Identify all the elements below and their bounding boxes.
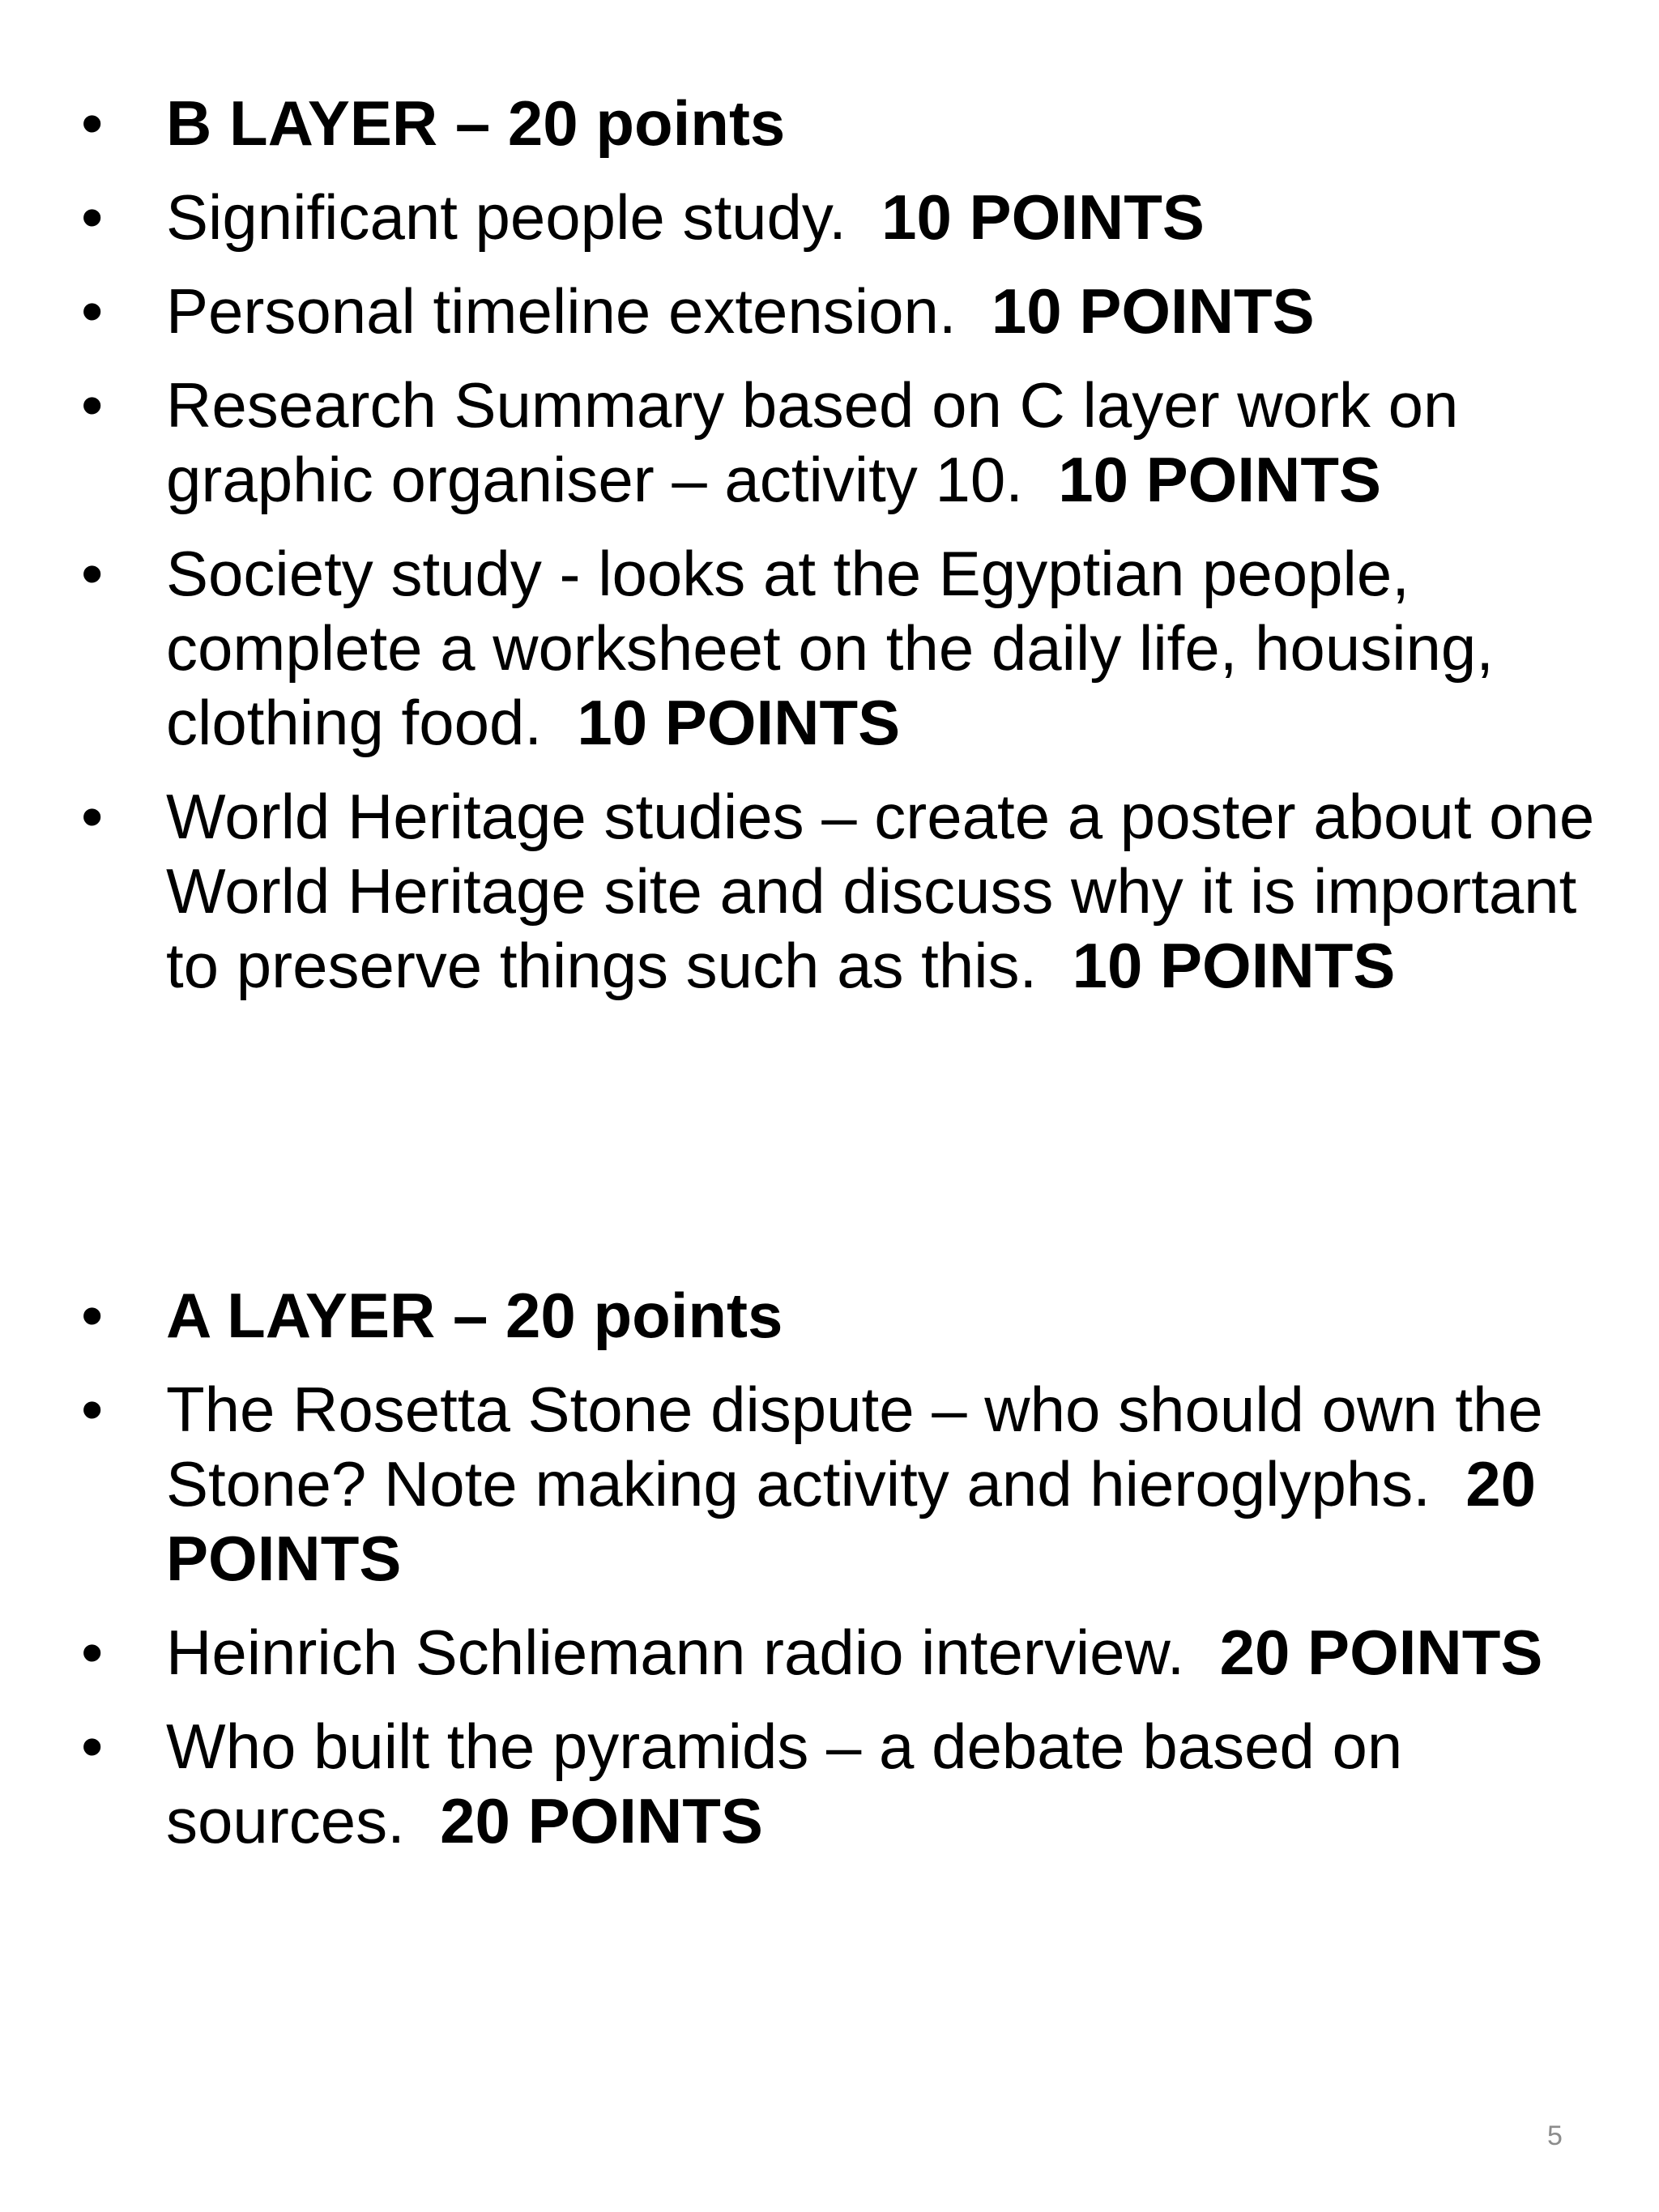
item-text: Who built the pyramids – a debate based on sources. [166,1711,1403,1856]
bullet-icon: • [81,1617,104,1688]
bullet-icon: • [81,1374,104,1445]
item-text: World Heritage studies – create a poster about one World Heritage site and discuss why it is important to preserve things such as this. [166,781,1595,1001]
bullet-icon: • [81,781,104,852]
bullet-icon: • [81,87,104,159]
page-number: 5 [1547,2120,1563,2151]
item-points: 20 POINTS [166,1448,1536,1594]
list-item [81,274,1616,348]
item-points: 10 POINTS [991,275,1315,347]
bullet-icon: • [81,275,104,347]
item-points: 10 POINTS [1058,444,1382,515]
bullet-icon: • [81,369,104,441]
item-points: 10 POINTS [1072,930,1396,1001]
bullet-icon: • [81,1280,104,1351]
section-heading: A LAYER – 20 points [166,1280,783,1351]
list-item [81,368,1616,517]
a-layer-heading [81,1278,1616,1353]
list-item [81,1372,1616,1596]
list-item [81,180,1616,254]
item-text: Significant people study. [166,181,847,253]
bullet-icon: • [81,1711,104,1782]
item-text: Personal timeline extension. [166,275,957,347]
item-text: Society study - looks at the Egyptian people, complete a worksheet on the daily life, housing, clothing food. [166,538,1494,758]
item-text: Heinrich Schliemann radio interview. [166,1617,1185,1688]
a-layer-list [81,1278,1616,1877]
list-item [81,536,1616,760]
item-points: 20 POINTS [1219,1617,1543,1688]
item-points: 20 POINTS [440,1785,763,1856]
list-item [81,779,1616,1003]
bullet-icon: • [81,538,104,609]
item-points: 10 POINTS [881,181,1205,253]
section-heading: B LAYER – 20 points [166,87,786,159]
list-item [81,1709,1616,1858]
item-text: The Rosetta Stone dispute – who should own the Stone? Note making activity and hieroglyphs. [166,1374,1543,1519]
b-layer-list [81,86,1616,1022]
bullet-icon: • [81,181,104,253]
list-item [81,1615,1616,1690]
item-text: Research Summary based on C layer work on graphic organiser – activity 10. [166,369,1459,515]
item-points: 10 POINTS [577,687,901,758]
b-layer-heading [81,86,1616,160]
